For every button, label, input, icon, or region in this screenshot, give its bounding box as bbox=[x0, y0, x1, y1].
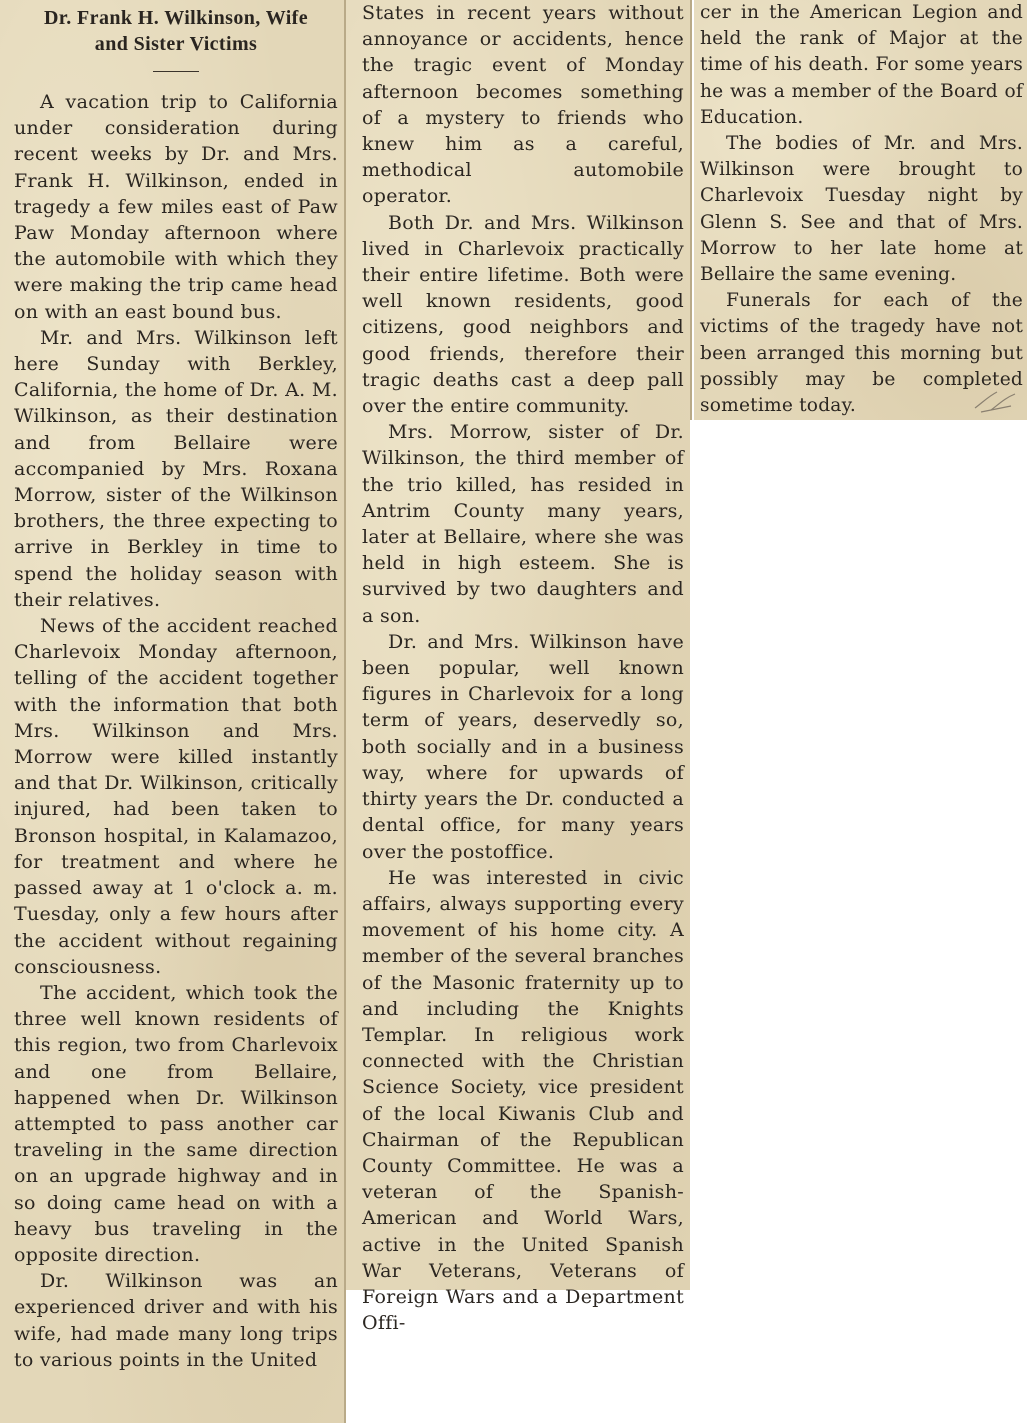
headline-rule bbox=[153, 71, 199, 72]
paragraph: A vacation trip to California under consideration during recent weeks by Dr. and Mrs. Frank H. Wilkinson, ended in tragedy a few miles east of Paw Paw Monday afternoon where the automobile with which they were making the trip came head on with an east bound bus. bbox=[14, 91, 338, 323]
paragraph: He was interested in civic affairs, always supporting every movement of his home city. A member of the several branches of the Masonic fraternity up to and including the Knights Templar. In religious work connected with the Christian Science Society, vice president of the local Kiwanis Club and Chairman of the Republican County Committee. He was a veteran of the Spanish-American and World Wars, active in the United Spanish War Veterans, Veterans of Foreign Wars and a Department Offi- bbox=[362, 866, 684, 1335]
article-column-2 bbox=[346, 0, 690, 1335]
paragraph: The accident, which took the three well known residents of this region, two from Charlevoix and one from Bellaire, happened when Dr. Wilkinson attempted to pass another car traveling in the same direction on an upgrade highway and in so doing came head on with a heavy bus traveling in the opposite direction. bbox=[14, 981, 338, 1266]
headline-line-2: and Sister Victims bbox=[94, 33, 258, 55]
column-divider bbox=[690, 0, 692, 420]
paragraph: News of the accident reached Charlevoix Monday afternoon, telling of the accident together with the information that both Mrs. Wilkinson and Mrs. Morrow were killed instantly and that Dr. Wilkinson, critically injured, had been taken to Bronson hospital, in Kalamazoo, for treatment and where he passed away at 1 o'clock a. m. Tuesday, only a few hours after the accident without regaining consciousness. bbox=[14, 615, 338, 978]
headline bbox=[14, 5, 338, 57]
article-column-3 bbox=[694, 0, 1027, 420]
paragraph: Mrs. Morrow, sister of Dr. Wilkinson, the third member of the trio killed, has resided in Antrim County many years, later at Bellaire, where she was held in high esteem. She is survived by two daughters and a son. bbox=[362, 421, 684, 627]
paragraph: The bodies of Mr. and Mrs. Wilkinson were brought to Charlevoix Tuesday night by Glenn S. See and that of Mrs. Morrow to her late home at Bellaire the same evening. bbox=[700, 133, 1023, 286]
article-column-1 bbox=[0, 0, 344, 1423]
paragraph: States in recent years without annoyance or accidents, hence the tragic event of Monday afternoon becomes something of a mystery to friends who knew him as a careful, methodical automobile operator. bbox=[362, 2, 684, 208]
pencil-mark-icon bbox=[971, 388, 1019, 414]
headline-line-1: Dr. Frank H. Wilkinson, Wife bbox=[43, 7, 309, 29]
paragraph: Dr. Wilkinson was an experienced driver and with his wife, had made many long trips to various points in the United bbox=[14, 1270, 338, 1371]
paragraph: Dr. and Mrs. Wilkinson have been popular, well known figures in Charlevoix for a long term of years, deservedly so, both socially and in a business way, where for upwards of thirty years the Dr. conducted a dental office, for many years over the postoffice. bbox=[362, 630, 684, 863]
paragraph: Both Dr. and Mrs. Wilkinson lived in Charlevoix practically their entire lifetime. Both were well known residents, good citizens, good neighbors and good friends, therefore their tragic deaths cast a deep pall over the entire community. bbox=[362, 211, 684, 418]
paragraph: Funerals for each of the victims of the tragedy have not been arranged this morning but possibly may be completed sometime today. bbox=[700, 290, 1023, 417]
paragraph: cer in the American Legion and held the rank of Major at the time of his death. For some years he was a member of the Board of Education. bbox=[700, 2, 1023, 128]
paragraph: Mr. and Mrs. Wilkinson left here Sunday with Berkley, California, the home of Dr. A. M. Wilkinson, as their destination and from Bellaire were accompanied by Mrs. Roxana Morrow, sister of the Wilkinson brothers, the three expecting to arrive in Berkley in time to spend the holiday season with their relatives. bbox=[14, 326, 338, 611]
